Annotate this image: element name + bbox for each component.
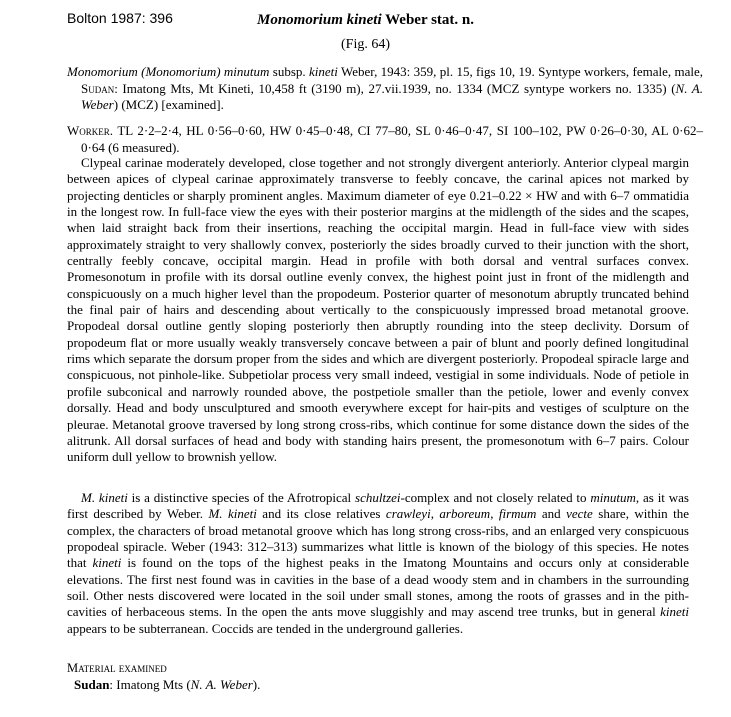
discussion-text: appears to be subterranean. Coccids are tended in the underground galleries. (67, 620, 464, 636)
synonym-text: Weber, 1943: 359, pl. 15, figs 10, 19. Syntype workers, female, male, (337, 64, 704, 79)
discussion-text: , as it was first described by Weber. (67, 490, 689, 522)
material-country: Sudan (74, 677, 110, 692)
synonym-text: : Imatong Mts, Mt Kineti, 10,458 ft (3190 m), 27.vii.1939, no. 1334 (MCZ syntype workers no. 1335) ( (114, 80, 676, 96)
taxon-name: arboreum (439, 506, 491, 522)
discussion-paragraph (67, 490, 689, 637)
taxon-name: crawleyi (385, 506, 431, 522)
reference-label: Bolton 1987: 396 (67, 10, 173, 26)
taxon-name: vecte (566, 506, 593, 522)
discussion-text: share, within the complex, the characters of broad metanotal groove which has long strong cross-ribs, and an enlarged very conspicuous propodeal spiracle. Weber (1943: 312–313) summarizes what little is known of the biology of this species. He notes that (67, 506, 689, 571)
worker-heading: Worker (67, 123, 110, 138)
discussion-text: is a distinctive species of the Afrotropical (127, 490, 356, 505)
worker-measurements (67, 123, 703, 156)
synonym-text: ) (MCZ) [examined]. (113, 97, 224, 113)
taxon-name: firmum (498, 506, 537, 522)
material-locality: : Imatong Mts ( (109, 677, 191, 692)
discussion-text: -complex and not closely related to (400, 490, 591, 505)
taxon-name: kineti (660, 604, 689, 620)
synonym-country: Sudan (81, 80, 115, 96)
measurement-text: . TL 2·2–2·4, HL 0·56–0·60, HW 0·45–0·48, CI 77–80, SL 0·46–0·47, SI 100–102, PW 0·26–0·30, AL 0·62–0·64 (6 measured). (81, 123, 703, 155)
figure-reference: (Fig. 64) (341, 37, 390, 52)
discussion-text: , (430, 506, 440, 522)
species-author: Weber stat. n. (385, 12, 474, 28)
taxon-name: kineti (92, 555, 122, 571)
taxon-name: M. kineti (208, 506, 257, 522)
discussion-text: is found on the tops of the highest peaks in the Imatong Mountains and occurs only at considerable elevations. The first nest found was in cavities in the base of a dead woody stem and in chambers in the surrounding soil. Other nests discovered were located in the soil under small stones, among the roots of grasses and in the pith-cavities of herbaceous stems. In the open the ants move sluggishly and may ascend tree trunks, but in general (67, 555, 689, 620)
species-name: Monomorium kineti (257, 12, 382, 28)
worker-description: Clypeal carinae moderately developed, close together and not strongly divergent anteriorly. Anterior clypeal margin between apices of clypeal carinae approximately transverse to feebly concave, the carinal apices not marked by projecting denticles or sharply prominent angles. Maximum diameter of eye 0.21–0.22 × HW and with 6–7 ommatidia in the longest row. In full-face view the eyes with their posterior margins at the midlength of the sides and the scapes, when laid straight back from their insertions, reaching the occipital margin. Head in full-face view with sides approximately straight to very shallowly convex, posteriorly the sides broadly curved to their junction with the short, centrally feebly concave, occipital margin. Head in profile with both dorsal and ventral surfaces convex. Promesonotum in profile with its dorsal outline evenly convex, the highest point just in front of the midlength and conspicuously on a much higher level than the propodeum. Posterior quarter of mesonotum abruptly truncated behind the final pair of hairs and descending about vertically to the conspicuously impressed broad metanotal groove. Propodeal dorsal outline gently sloping posteriorly then abruptly rounding into the steep declivity. Dorsum of propodeum flat or more usually weakly transversely concave between a pair of blunt and poorly defined longitudinal rims which separate the dorsum proper from the sides and which are divergent posteriorly. Propodeal spiracle large and conspicuous, not pinhole-like. Subpetiolar process very small indeed, vestigial in some individuals. Node of petiole in profile subconical and narrowly rounded above, the postpetiole smaller than the petiole, lower and evenly convex dorsally. Head and body unsculptured and smooth everywhere except for hair-pits and vestiges of sculpture on the pleurae. Metanotal groove traversed by long strong cross-ribs, which continue for some distance down the sides of the alitrunk. All dorsal surfaces of head and body with standing hairs present, the promesonotum with 6–7 pairs. Colour uniform dull yellow to brownish yellow. (67, 155, 689, 465)
synonymy-paragraph (67, 64, 703, 114)
material-entry (74, 677, 260, 693)
synonym-collector: N. A. Weber (81, 80, 703, 113)
synonym-text: subsp. (269, 64, 309, 79)
material-collector: N. A. Weber (190, 677, 253, 692)
taxon-name: minutum (590, 490, 636, 505)
material-heading: Material examined (67, 661, 167, 675)
taxon-name: M. kineti (81, 490, 128, 505)
synonym-epithet: kineti (309, 64, 338, 79)
synonym-name: Monomorium (Monomorium) minutum (67, 64, 270, 79)
discussion-text: , (490, 506, 499, 522)
species-title (0, 12, 731, 29)
discussion-text: and its close relatives (256, 506, 386, 522)
material-end: ). (252, 677, 261, 692)
taxon-name: schultzei (355, 490, 401, 505)
discussion-text: and (536, 506, 567, 522)
